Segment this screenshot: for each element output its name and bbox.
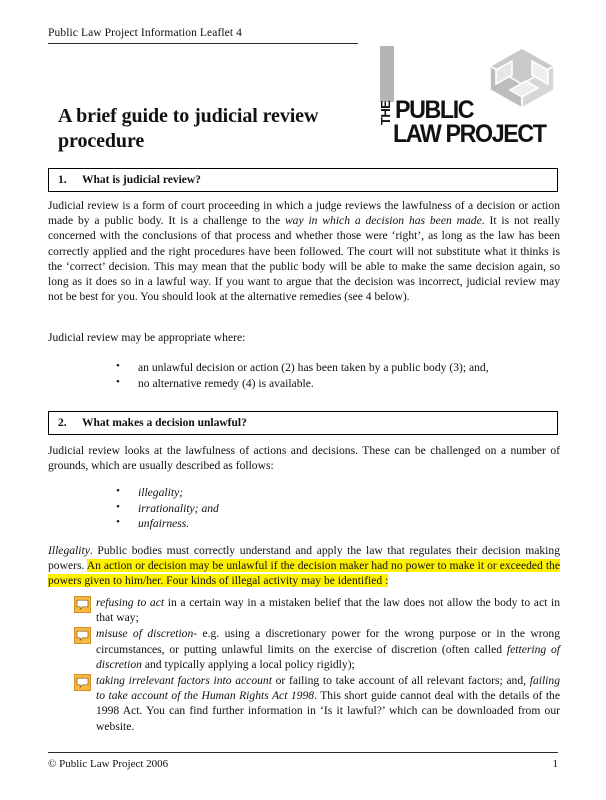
section-2-bullet-list bbox=[96, 485, 556, 532]
page-header bbox=[48, 26, 358, 44]
comment-bubble-icon bbox=[74, 596, 91, 613]
illegality-highlighted-text: An action or decision may be unlawful if the decision maker had no power to make it or exceeded the powers given to him/her. Four kinds of illegal activity may be identified : bbox=[48, 559, 560, 588]
footer-rule bbox=[48, 752, 558, 753]
section-2-title: What makes a decision unlawful? bbox=[82, 417, 247, 429]
section-2-heading bbox=[48, 411, 558, 435]
section-1-paragraph-2: Judicial review may be appropriate where: bbox=[48, 331, 246, 344]
logo-public-text: PUBLIC bbox=[395, 96, 474, 124]
item-italic-lead: taking irrelevant factors into account bbox=[96, 674, 272, 688]
list-item: • an unlawful decision or action (2) has been taken by a public body (3); and, bbox=[96, 360, 556, 376]
section-1-paragraph-1 bbox=[48, 198, 560, 304]
illegal-activity-list bbox=[72, 595, 560, 735]
section-2-number: 2. bbox=[58, 417, 67, 429]
section-1-title: What is judicial review? bbox=[82, 174, 201, 186]
comment-bubble-icon bbox=[74, 674, 91, 691]
footer-page-number: 1 bbox=[552, 758, 558, 770]
comment-bubble-icon bbox=[74, 627, 91, 644]
item-text-2: . This short guide cannot deal with the details of the 1998 Act. You can find further information in ‘Is it lawful?’ which can be downloaded from our website. bbox=[96, 689, 560, 733]
list-item bbox=[72, 595, 560, 625]
item-italic-mid: fettering of discretion bbox=[96, 642, 560, 671]
illegality-text: . Public bodies must correctly understand and apply the law that regulates their decision making powers. bbox=[48, 544, 560, 573]
item-text: or failing to take account of all relevant factors; and, bbox=[271, 674, 530, 688]
list-item bbox=[72, 626, 560, 672]
list-item bbox=[72, 673, 560, 734]
section-2-paragraph-1: Judicial review looks at the lawfulness of actions and decisions. These can be challenged on a number of grounds, which are usually described as follows: bbox=[48, 444, 560, 473]
logo-wordmark bbox=[378, 98, 558, 150]
logo-the-text: THE bbox=[378, 100, 393, 125]
s1-p1-part1: Judicial review is a form of court proceeding in which a judge reviews the lawfulness of a decision or action made by a public body. It is a challenge to the bbox=[48, 199, 560, 228]
logo-vertical-bar bbox=[380, 46, 394, 102]
illegality-label: Illegality bbox=[48, 544, 90, 557]
item-italic-lead: misuse of discretion bbox=[96, 627, 194, 641]
document-title: A brief guide to judicial review procedure bbox=[58, 105, 319, 152]
footer-copyright: © Public Law Project 2006 bbox=[48, 758, 169, 770]
list-item: • illegality; bbox=[96, 485, 556, 501]
list-item: • irrationality; and bbox=[96, 501, 556, 517]
s1-p1-italic: way in which a decision has been made bbox=[284, 214, 482, 228]
section-1-heading bbox=[48, 168, 558, 192]
item-italic-mid: failing to take account of the Human Rights Act 1998 bbox=[96, 674, 560, 703]
section-1-number: 1. bbox=[58, 174, 67, 186]
item-text: - e.g. using a discretionary power for the wrong purpose or in the wrong circumstances, or putting unlawful limits on the exercise of discretion (often called bbox=[96, 627, 560, 656]
header-title: Public Law Project Information Leaflet 4 bbox=[48, 27, 243, 39]
plp-logo bbox=[378, 46, 558, 151]
section-1-bullet-list bbox=[96, 360, 556, 391]
s1-p1-part2: . It is not really concerned with the conclusions of that process and whether those were ‘right’, as long as the law has been correctly applied and the right procedures have been followed. The court will not substitute what it thinks is the ‘correct’ decision. This may mean that the public body will be able to make the same decision again, so long as it does so in a lawful way. If you want to argue that the decision was incorrect, judicial review may not be best for you. You should look at the alternative remedies (see 4 below). bbox=[48, 214, 561, 304]
logo-lawproject-text: LAW PROJECT bbox=[393, 120, 546, 148]
header-rule bbox=[48, 43, 358, 44]
list-item: • no alternative remedy (4) is available. bbox=[96, 376, 556, 392]
item-text-2: and typically applying a local policy rigidly); bbox=[141, 657, 355, 671]
list-item: • unfairness. bbox=[96, 516, 556, 532]
item-italic-lead: refusing to act bbox=[96, 596, 165, 609]
illegality-paragraph bbox=[48, 543, 560, 589]
item-text: in a certain way in a mistaken belief that the law does not allow the body to act in that way; bbox=[96, 596, 560, 625]
